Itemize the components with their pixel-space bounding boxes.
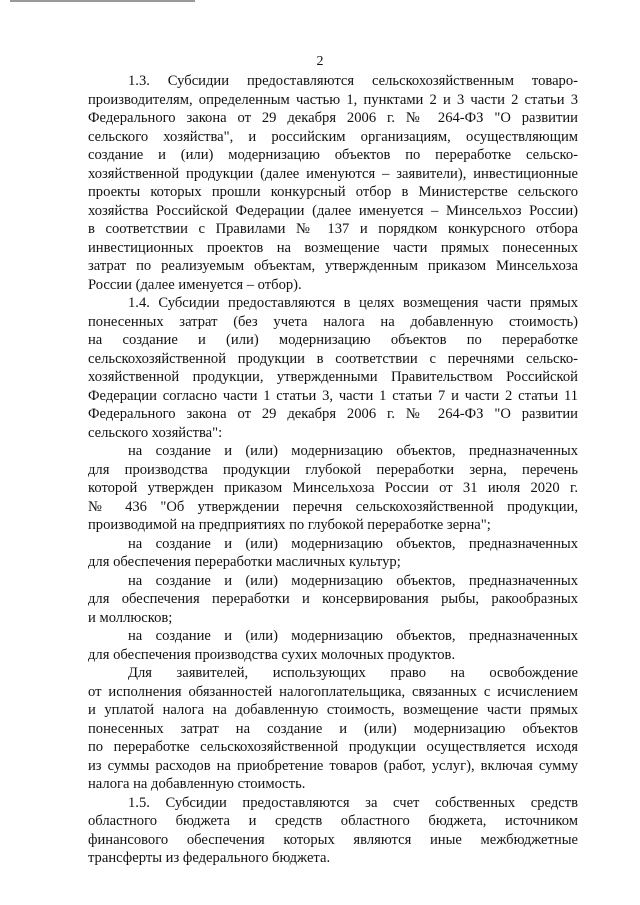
text-line: № 436 "Об утверждении перечня сельскохозяйственной продукции, [88, 498, 578, 515]
text-line: затрат по реализуемым объектам, утвержденным приказом Минсельхоза [88, 258, 578, 274]
text-line: производимой на предприятиях по глубокой переработке зерна"; [88, 517, 491, 533]
text-line: производителям, определенным частью 1, пунктами 2 и 3 части 2 статьи 3 [88, 91, 578, 108]
paragraph-p14e [88, 664, 578, 794]
text-line: в соответствии с Правилами № 137 и порядком конкурсного отбора [88, 221, 578, 237]
text-line: сельского хозяйства": [88, 424, 223, 441]
text-line: из суммы расходов на приобретение товаров (работ, услуг), включая сумму [88, 757, 578, 774]
text-line: сельскохозяйственной продукции в соответствии с перечнями сельско- [88, 350, 578, 367]
text-line: понесенных затрат на создание и (или) модернизацию объектов [88, 720, 578, 737]
text-line: России (далее именуется – отбор). [88, 276, 302, 293]
text-line: на создание и (или) модернизацию объектов по переработке [88, 332, 578, 348]
paragraph-p15 [88, 794, 578, 868]
paragraph-p13 [88, 72, 578, 294]
text-line: которой утвержден приказом Минсельхоза России от 31 июля 2020 г. [88, 480, 578, 496]
text-line: для обеспечения переработки масличных культур; [88, 554, 401, 570]
text-line: 1.4. Субсидии предоставляются в целях возмещения части прямых [128, 295, 578, 311]
text-line: инвестиционных проектов на возмещение части прямых понесенных [88, 239, 578, 256]
text-line: на создание и (или) модернизацию объектов, предназначенных [128, 628, 578, 644]
text-line: финансового обеспечения которых являются иные межбюджетные [88, 831, 578, 848]
text-line: для обеспечения производства сухих молочных продуктов. [88, 646, 456, 663]
paragraph-p14c [88, 572, 578, 628]
text-line: от исполнения обязанностей налогоплательщика, связанных с исчислением [88, 683, 578, 700]
text-line: 1.5. Субсидии предоставляются за счет собственных средств [128, 794, 578, 811]
text-line: хозяйственной продукции, утвержденными Правительством Российской [88, 369, 578, 385]
text-line: сельского хозяйства", и российским организациям, осуществляющим [88, 128, 578, 145]
text-line: понесенных затрат (без учета налога на добавленную стоимость) [88, 313, 578, 330]
text-line: 1.3. Субсидии предоставляются сельскохозяйственным товаро- [128, 73, 578, 89]
text-line: для производства продукции глубокой переработки зерна, перечень [88, 461, 578, 478]
document-body [88, 72, 578, 868]
scan-edge-line [10, 0, 195, 2]
text-line: налога на добавленную стоимость. [88, 776, 306, 792]
paragraph-p14d [88, 627, 578, 664]
text-line: создание и (или) модернизацию объектов по переработке сельско- [88, 147, 578, 163]
text-line: Для заявителей, использующих право на освобождение [128, 665, 578, 681]
paragraph-p14 [88, 294, 578, 442]
text-line: областного бюджета и средств областного бюджета, источником [88, 813, 578, 829]
text-line: на создание и (или) модернизацию объектов, предназначенных [128, 572, 578, 589]
text-line: Федерального закона от 29 декабря 2006 г. № 264-ФЗ "О развитии [88, 406, 578, 422]
text-line: и уплатой налога на добавленную стоимость, возмещение части прямых [88, 702, 578, 718]
text-line: хозяйства Российской Федерации (далее именуется – Минсельхоз России) [88, 202, 578, 219]
text-line: на создание и (или) модернизацию объектов, предназначенных [128, 535, 578, 552]
text-line: трансферты из федерального бюджета. [88, 850, 331, 866]
text-line: Федерации согласно части 1 статьи 3, части 1 статьи 7 и части 2 статьи 11 [88, 387, 578, 404]
text-line: для обеспечения переработки и консервирования рыбы, ракообразных [88, 591, 578, 607]
paragraph-p14a [88, 442, 578, 535]
text-line: на создание и (или) модернизацию объектов, предназначенных [128, 443, 578, 459]
paragraph-p14b [88, 535, 578, 572]
text-line: проекты которых прошли конкурсный отбор в Министерстве сельского [88, 184, 578, 200]
text-line: по переработке сельскохозяйственной продукции осуществляется исходя [88, 739, 578, 755]
page-number: 2 [316, 54, 324, 69]
text-line: Федерального закона от 29 декабря 2006 г. № 264-ФЗ "О развитии [88, 110, 578, 126]
text-line: и моллюсков; [88, 609, 173, 626]
text-line: хозяйственной продукции (далее именуются – заявители), инвестиционные [88, 165, 578, 182]
